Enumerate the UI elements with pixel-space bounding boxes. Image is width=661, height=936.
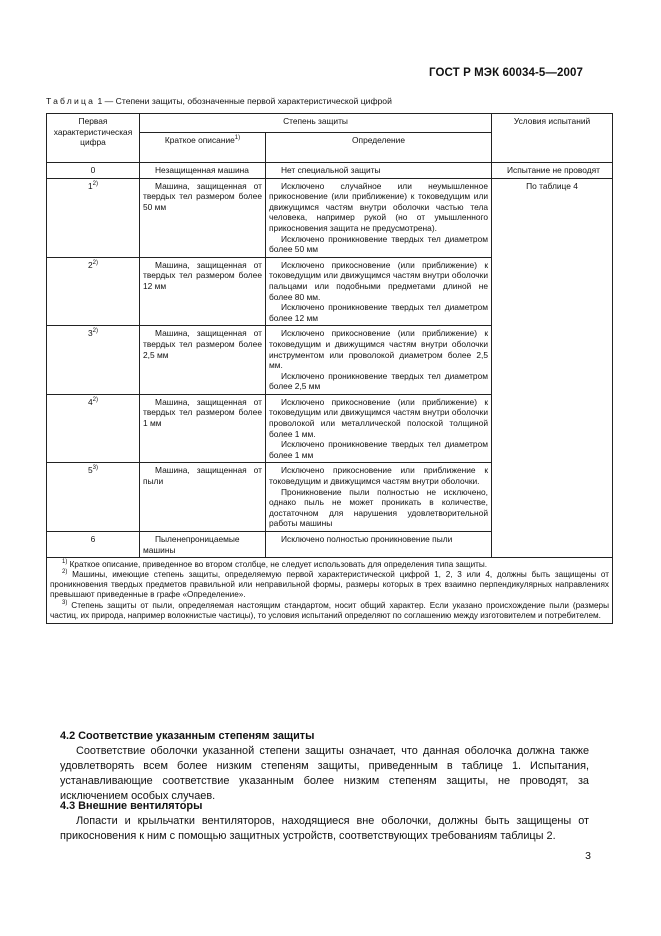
- header-short-desc-label: Краткое описание: [164, 135, 235, 145]
- digit-cell: [47, 463, 140, 532]
- section-text: Соответствие оболочки указанной степени защиты означает, что данная оболочка должна также удовлетворять всем более низким степеням защиты, приведенным в таблице 1. Испытания, устанавливающие соответствие указанным более низким степеням защиты, не проводят, за исключением особых случаев.: [60, 744, 589, 802]
- header-test-conditions: Условия испытаний: [492, 114, 613, 163]
- digit-value: 5: [87, 465, 93, 476]
- short-desc-cell: [140, 394, 266, 463]
- footnote-mark: 2): [62, 569, 68, 576]
- footnote-text: Краткое описание, приведенное во втором столбце, не следует использовать для определения типа защиты.: [69, 560, 488, 570]
- section-4-3: [60, 799, 589, 844]
- short-desc-cell: [140, 463, 266, 532]
- protection-degrees-table: [46, 113, 613, 624]
- section-text: Лопасти и крыльчатки вентиляторов, находящиеся вне оболочки, должны быть защищены от прикосновения к ним с помощью защитных устройств, соответствующих требованиям таблицы 2.: [60, 814, 589, 842]
- digit-note: 3): [92, 465, 98, 472]
- definition-text: Исключено прикосновение (или приближение) к токоведущим и движущимся частям внутри оболочки инструментом или проволокой диаметром более 2,5 мм.: [269, 328, 489, 371]
- short-desc-text: Незащищенная машина: [155, 165, 249, 175]
- test-cell: [492, 163, 613, 179]
- section-heading: 4.3 Внешние вентиляторы: [60, 800, 203, 812]
- definition-text: Исключено прикосновение или приближение к токоведущим и движущимся частям внутри оболочки.: [269, 465, 489, 487]
- document-code: ГОСТ Р МЭК 60034-5—2007: [429, 67, 583, 79]
- digit-value: 2: [87, 259, 93, 270]
- short-desc-text: Машина, защищенная от твердых тел размером более 2,5 мм: [143, 328, 262, 360]
- digit-note: 2): [92, 396, 98, 403]
- digit-value: 0: [90, 165, 96, 175]
- footnotes-row: [47, 558, 613, 624]
- header-degree: Степень защиты: [140, 114, 492, 133]
- section-heading: 4.2 Соответствие указанным степеням защиты: [60, 730, 315, 742]
- definition-text: Исключено полностью проникновение пыли: [281, 534, 453, 544]
- definition-text: Исключено прикосновение (или приближение) к токоведущим или движущимся частям внутри оболочки пальцами или подобными предметами длиной не более 80 мм.: [269, 259, 489, 302]
- definition-cell: [266, 532, 492, 558]
- short-desc-cell: [140, 257, 266, 326]
- header-short-desc: [140, 133, 266, 163]
- definition-cell: [266, 326, 492, 395]
- definition-cell: [266, 463, 492, 532]
- definition-cell: [266, 257, 492, 326]
- footnote: [50, 560, 609, 570]
- digit-cell: [47, 163, 140, 179]
- table-caption-title: 1 — Степени защиты, обозначенные первой характеристической цифрой: [97, 96, 392, 106]
- table-row: [47, 178, 613, 257]
- digit-value: 6: [90, 534, 96, 544]
- table-caption-label: Таблица: [46, 96, 96, 106]
- table-header-row: [47, 114, 613, 133]
- digit-cell: [47, 178, 140, 257]
- digit-value: 4: [87, 396, 93, 407]
- short-desc-text: Пыленепроницаемые машины: [143, 534, 240, 555]
- definition-cell: [266, 394, 492, 463]
- digit-cell: [47, 257, 140, 326]
- digit-cell: [47, 326, 140, 395]
- definition-text: Исключено проникновение твердых тел диаметром более 1 мм: [269, 439, 489, 460]
- short-desc-text: Машина, защищенная от твердых тел размером более 12 мм: [143, 259, 262, 291]
- digit-note: 2): [92, 259, 98, 266]
- definition-text: Исключено проникновение твердых тел диаметром более 12 мм: [269, 302, 489, 323]
- footnote-text: Степень защиты от пыли, определяемая настоящим стандартом, носит общий характер. Если указано происхождение пыли (размеры частиц, их природа, например волокнистые частицы), то условия испытаний определяют по соглашению между изготовителем и потребителем.: [50, 600, 609, 620]
- digit-note: 2): [92, 180, 98, 187]
- footnote-mark: 3): [62, 599, 68, 606]
- short-desc-text: Машина, защищенная от пыли: [143, 465, 262, 487]
- footnote: [50, 570, 609, 600]
- definition-text: Исключено прикосновение (или приближение) к токоведущим или движущимся частям внутри оболочки проволокой или металлической полоской толщиной более 1 мм.: [269, 396, 489, 439]
- short-desc-cell: [140, 178, 266, 257]
- test-text: Испытание не проводят: [507, 165, 601, 175]
- section-4-2: [60, 729, 589, 804]
- test-cell: [492, 178, 613, 558]
- short-desc-text: Машина, защищенная от твердых тел размером более 1 мм: [143, 396, 262, 429]
- digit-note: 2): [92, 328, 98, 335]
- short-desc-cell: [140, 326, 266, 395]
- digit-value: 3: [87, 328, 93, 339]
- definition-cell: [266, 163, 492, 179]
- footnote: [50, 601, 609, 621]
- footnote-mark: 1): [62, 559, 68, 566]
- definition-cell: [266, 178, 492, 257]
- digit-cell: [47, 394, 140, 463]
- header-first-digit: Первая характеристическая цифра: [47, 114, 140, 163]
- table-row: [47, 163, 613, 179]
- digit-cell: [47, 532, 140, 558]
- short-desc-text: Машина, защищенная от твердых тел размером более 50 мм: [143, 180, 262, 212]
- definition-text: Исключено проникновение твердых тел диаметром более 2,5 мм: [269, 370, 489, 392]
- page-number: 3: [585, 850, 591, 862]
- header-definition: Определение: [266, 133, 492, 163]
- definition-text: Исключено случайное или неумышленное прикосновение (или приближение) к токоведущим или движущимся частям внутри оболочки частью тела человека, например рукой (но от умышленного прикосновения защита не предусмотрена).: [269, 180, 489, 233]
- footnote-text: Машины, имеющие степень защиты, определяемую первой характеристической цифрой 1, 2, 3 или 4, должны быть защищены от проникновения твердых предметов правильной или неправильной формы, размеры которых в трех взаимно перпендикулярных направлениях превышают приведенные в графе «Определение».: [50, 570, 610, 600]
- definition-text: Нет специальной защиты: [281, 165, 381, 175]
- test-text: По таблице 4: [526, 180, 578, 191]
- short-desc-cell: [140, 163, 266, 179]
- short-desc-cell: [140, 532, 266, 558]
- definition-text: Исключено проникновение твердых тел диаметром более 50 мм: [269, 233, 489, 255]
- header-short-desc-note: 1): [234, 135, 241, 141]
- definition-text: Проникновение пыли полностью не исключено, однако пыль не может проникать в количестве, достаточном для нарушения удовлетворительной работы машины: [269, 486, 489, 529]
- digit-value: 1: [87, 180, 93, 191]
- footnotes-cell: [47, 558, 613, 624]
- table-caption: [46, 96, 392, 106]
